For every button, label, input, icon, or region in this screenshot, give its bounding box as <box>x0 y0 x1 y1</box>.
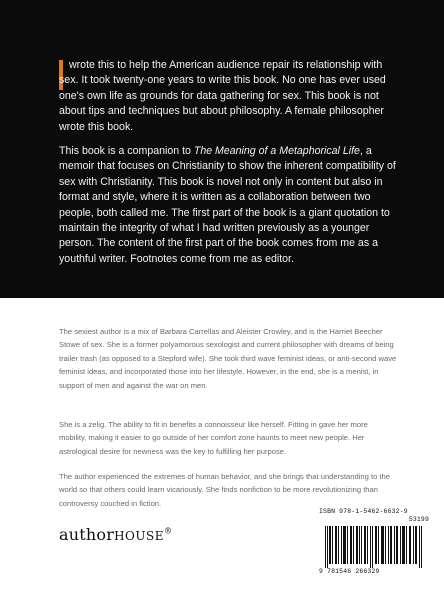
price-code: 53199 <box>408 516 429 523</box>
intro-paragraph <box>59 58 397 135</box>
companion-text-after: , a memoir that focuses on Christianity to show the inherent compatibility of sex with Christianity. This book is novel not only in content but also in format and style, where it is written as a collaboration between two people, both called me. The first part of the book is a giant quotation to maintain the integrity of what I had written previously as a younger person. The content of the first part of the book comes from me as a youthful writer. Footnotes come from me as editor. <box>59 145 396 265</box>
companion-paragraph <box>59 144 397 267</box>
publisher-logo-house: HOUSE <box>114 529 164 543</box>
companion-book-title: The Meaning of a Metaphorical Life <box>193 145 360 157</box>
barcode-digits: 9 781546 266329 <box>319 568 380 575</box>
barcode-bars-icon <box>325 526 425 568</box>
publisher-logo-author: author <box>59 525 115 544</box>
author-bio-paragraph-1: The sexiest author is a mix of Barbara Carrellas and Aleister Crowley, and is the Harriet Beecher Stowe of sex. She is a former polyamorous sexologist and current philosopher with dreams of being trailer trash (as opposed to a Stepford wife). She took third wave feminist ideas, or anti-second wave feminist ideas, and incorporated those into her lifestyle. However, in the end, she is a menist, in support of men and against the war on men. <box>59 327 397 390</box>
companion-text-before: This book is a companion to <box>59 145 194 157</box>
isbn-label: ISBN 978-1-5462-6632-9 <box>319 508 408 515</box>
isbn-barcode <box>319 508 429 576</box>
registered-mark: ® <box>163 526 173 536</box>
intro-paragraph-text: wrote this to help the American audience repair its relationship with sex. It took twenty-one years to write this book. No one has ever used one's own life as grounds for data gathering for sex. This book is not about tips and techniques but about philosophy. A female philosopher wrote this book. <box>59 59 386 133</box>
author-bio-paragraph-3: The author experienced the extremes of human behavior, and she brings that understanding to the world so that others could learn vicariously. She finds nonfiction to be more revolutionizing than controversy couched in fiction. <box>59 472 390 508</box>
author-bio-paragraph-2: She is a zelig. The ability to fit in benefits a connoisseur like herself. Fitting in gave her more mobility, making it easier to go outside of her comfort zone haunts to meet new people. Her astrological desire for newness was the key to fulfilling her purpose. <box>59 420 368 456</box>
publisher-logo <box>59 525 172 544</box>
